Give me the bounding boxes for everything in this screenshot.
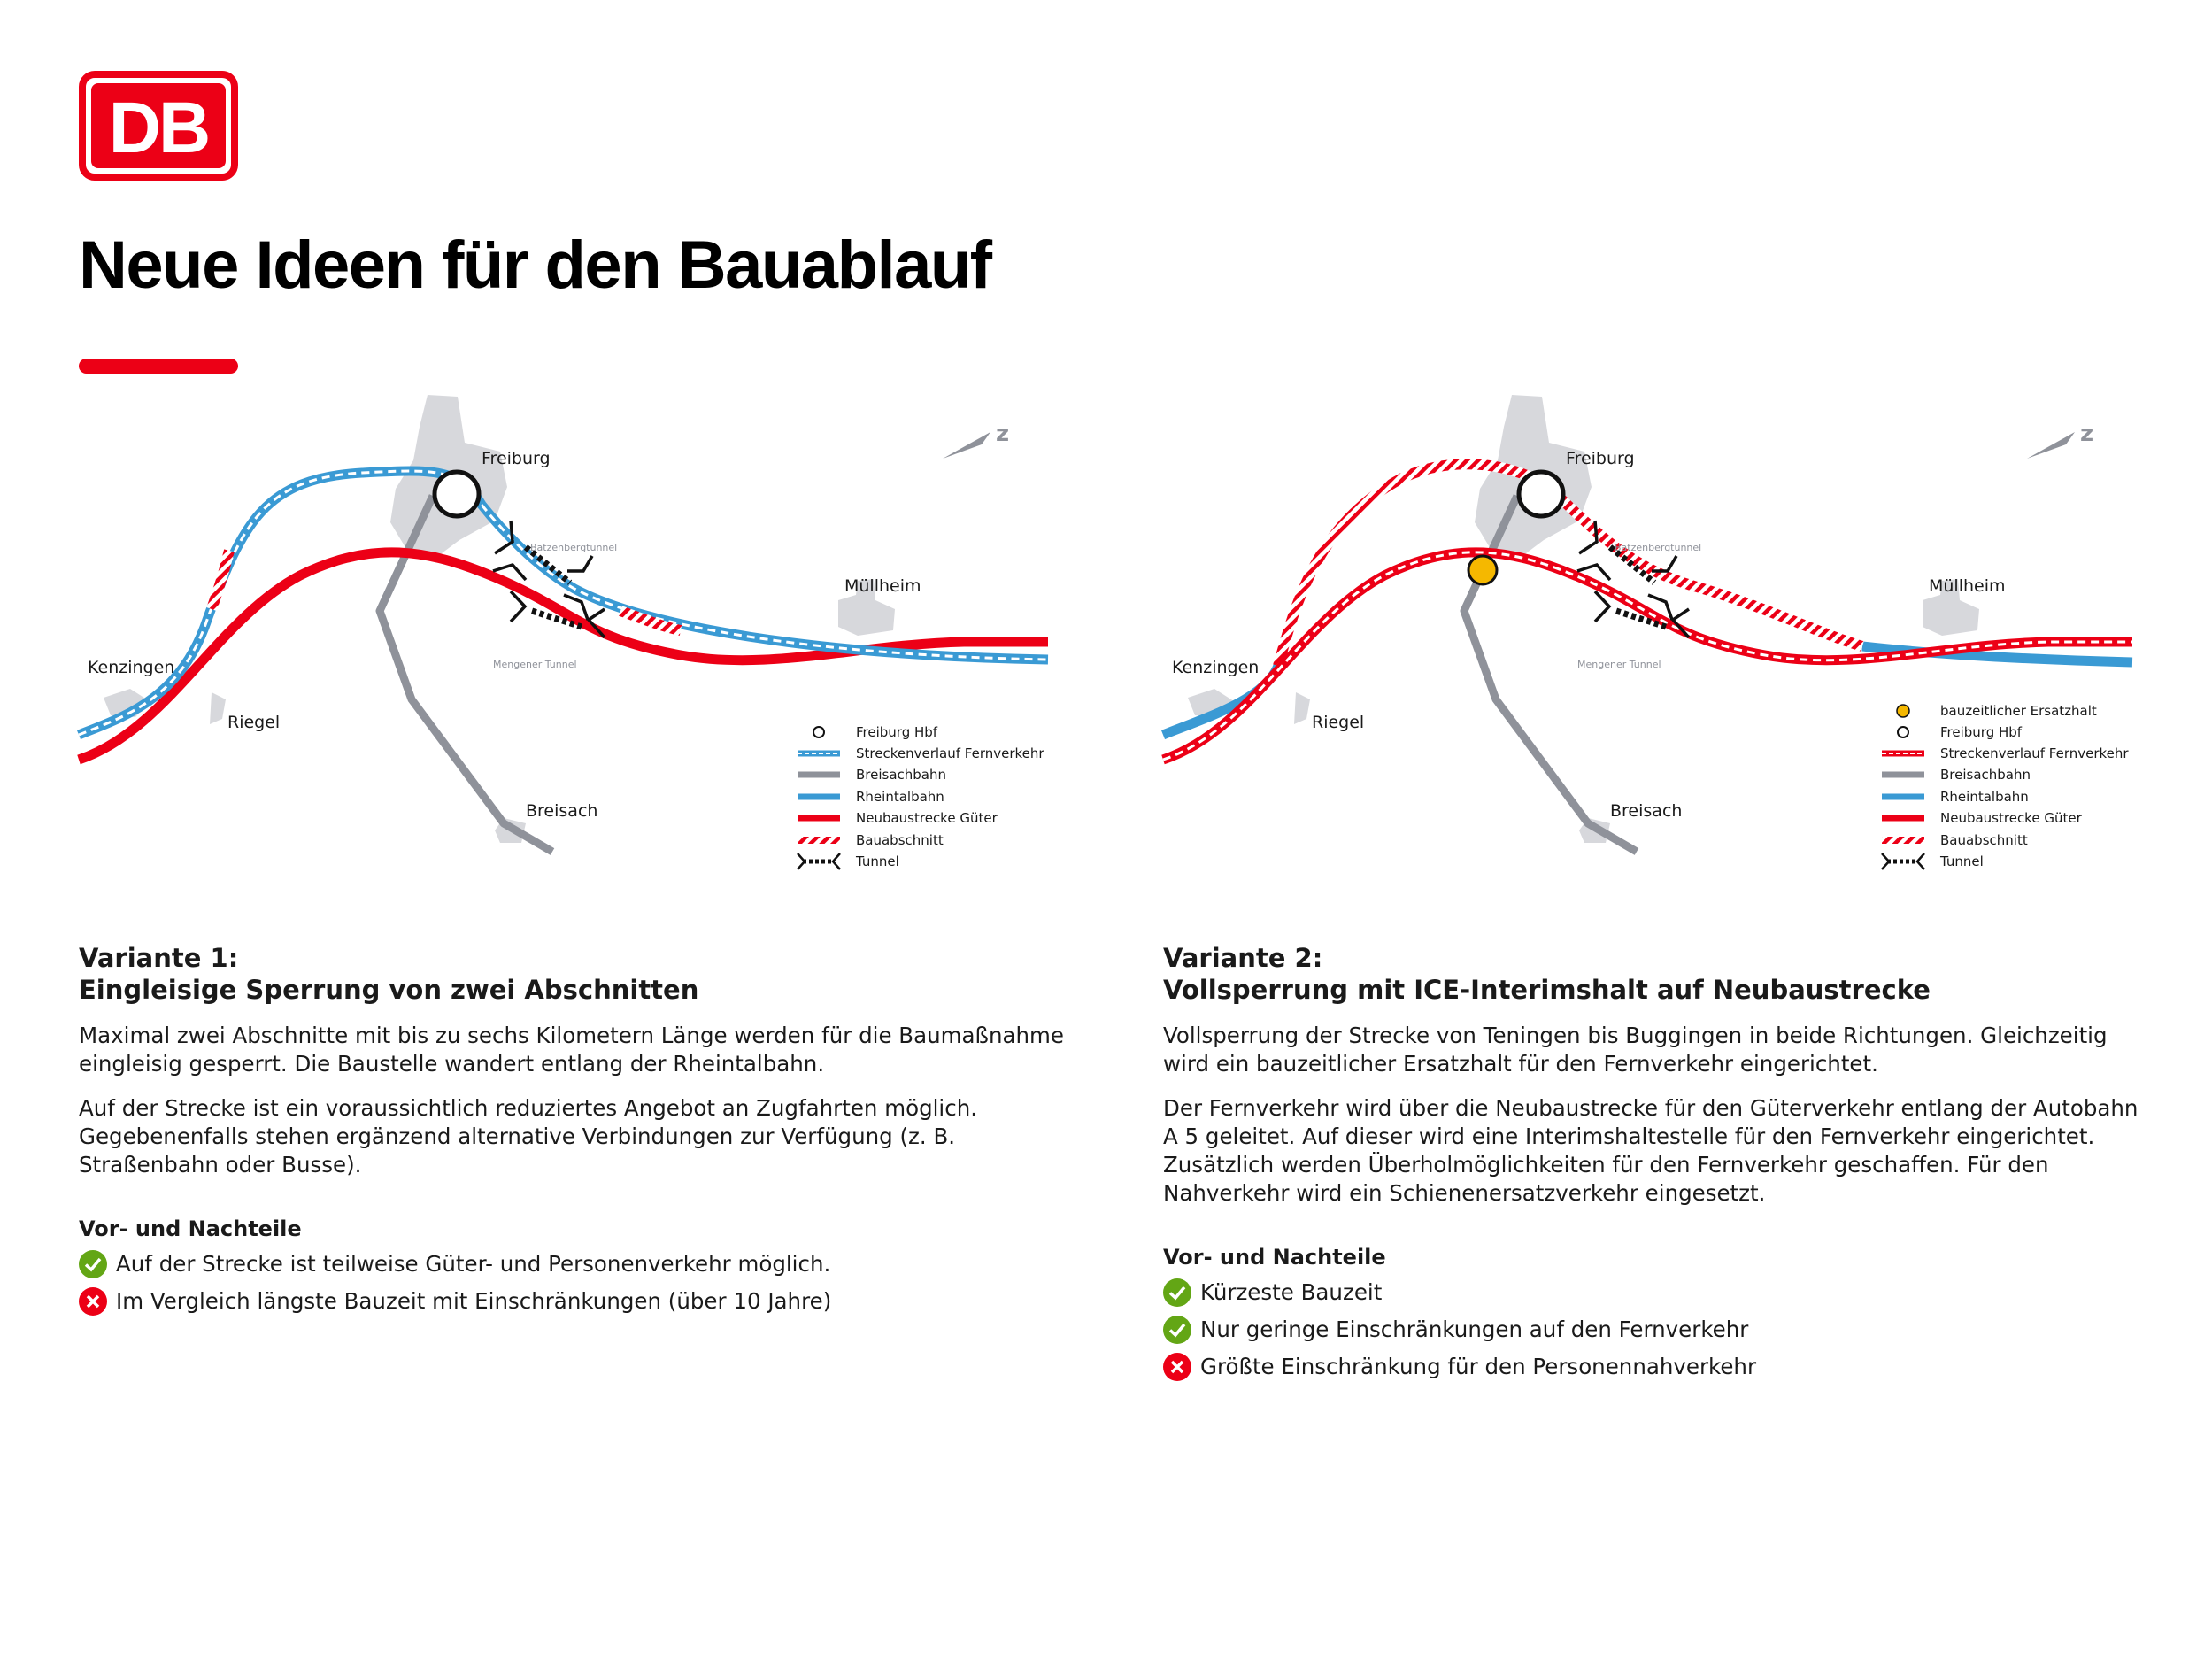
legend-station-icon <box>1898 727 1908 737</box>
legend-label: Streckenverlauf Fernverkehr <box>856 745 1044 761</box>
city-muellheim-label: Müllheim <box>844 576 921 596</box>
con-item <box>1163 1353 2154 1381</box>
legend-label: Streckenverlauf Fernverkehr <box>1940 745 2129 761</box>
variant2-section <box>1163 942 2154 1390</box>
legend-tunnel-icon <box>798 853 840 869</box>
variant1-description <box>79 1022 1070 1179</box>
city-kenzingen-label: Kenzingen <box>1172 658 1260 677</box>
check-icon <box>1163 1316 1191 1344</box>
legend-label: Freiburg Hbf <box>1940 724 2023 740</box>
variant1-legend <box>798 724 1044 869</box>
variant1-heading <box>79 942 1070 1006</box>
city-kenzingen-label: Kenzingen <box>88 658 175 677</box>
paragraph: Auf der Strecke ist ein voraussichtlich reduziertes Angebot an Zugfahrten möglich. Gegebenenfalls stehen ergänzend alternative Verbindungen zur Verfügung (z. B. Straßenbahn oder Busse). <box>79 1095 978 1177</box>
freiburg-hbf-marker <box>435 472 479 516</box>
variant1-number: Variante 1: <box>79 943 239 973</box>
cross-icon <box>79 1287 107 1316</box>
legend-label: Breisachbahn <box>856 767 947 783</box>
north-arrow-icon <box>2027 421 2093 459</box>
city-freiburg-label: Freiburg <box>482 449 551 468</box>
variant2-map <box>1163 390 2190 885</box>
paragraph: Der Fernverkehr wird über die Neubaustrecke für den Güterverkehr entlang der Autobahn A 5 geleitet. Auf dieser wird eine Interimshaltestelle für den Fernverkehr eingerichtet. Zusätzlich werden Überholmöglichkeiten für den Fernverkehr geschaffen. Für den Nahverkehr wird ein Schienenersatzverkehr eingesetzt. <box>1163 1095 2139 1206</box>
legend-label: Rheintalbahn <box>1940 789 2029 805</box>
svg-text:z: z <box>2080 421 2094 447</box>
pros-cons-list <box>79 1250 1070 1316</box>
legend-label: Rheintalbahn <box>856 789 944 805</box>
variant2-heading <box>1163 942 2154 1006</box>
city-breisach-label: Breisach <box>1610 801 1683 821</box>
svg-text:z: z <box>996 421 1010 447</box>
pro-text: Kürzeste Bauzeit <box>1200 1279 1383 1305</box>
legend-label: Neubaustrecke Güter <box>1940 810 2082 826</box>
cross-icon <box>1163 1353 1191 1381</box>
page-title: Neue Ideen für den Bauablauf <box>79 228 991 303</box>
paragraph: Vollsperrung der Strecke von Teningen bis Buggingen in beide Richtungen. Gleichzeitig wird ein bauzeitlicher Ersatzhalt für den Fernverkehr eingerichtet. <box>1163 1023 2108 1077</box>
pros-cons-list <box>1163 1278 2154 1381</box>
pro-text: Auf der Strecke ist teilweise Güter- und Personenverkehr möglich. <box>116 1251 831 1277</box>
variant1-section <box>79 942 1070 1324</box>
pros-cons-title: Vor- und Nachteile <box>1163 1245 1386 1270</box>
north-arrow-icon <box>943 421 1009 459</box>
variant1-title: Eingleisige Sperrung von zwei Abschnitten <box>79 975 699 1005</box>
paragraph: Maximal zwei Abschnitte mit bis zu sechs Kilometern Länge werden für die Baumaßnahme eingleisig gesperrt. Die Baustelle wandert entlang der Rheintalbahn. <box>79 1023 1064 1077</box>
variant2-description <box>1163 1022 2154 1208</box>
pros-cons-title: Vor- und Nachteile <box>79 1216 302 1241</box>
fernverkehr-line <box>79 471 1048 735</box>
tunnel-batzenberg-label: Batzenbergtunnel <box>530 542 618 553</box>
legend-label: Bauabschnitt <box>856 832 944 848</box>
tunnel-mengen-label: Mengener Tunnel <box>1577 659 1661 670</box>
pro-item <box>1163 1316 2154 1344</box>
legend-tunnel-icon <box>1882 853 1924 869</box>
legend-label: Breisachbahn <box>1940 767 2031 783</box>
bauabschnitt-north <box>212 551 229 609</box>
legend-label: Freiburg Hbf <box>856 724 938 740</box>
con-text: Größte Einschränkung für den Personennahverkehr <box>1200 1354 1757 1379</box>
con-text: Im Vergleich längste Bauzeit mit Einschränkungen (über 10 Jahre) <box>116 1288 832 1314</box>
tunnel-batzenberg-label: Batzenbergtunnel <box>1615 542 1702 553</box>
title-accent-bar <box>79 359 238 374</box>
ersatzhalt-marker <box>1468 556 1497 584</box>
legend-label: Tunnel <box>856 853 899 869</box>
legend-label: Tunnel <box>1940 853 1984 869</box>
riegel-area <box>1294 692 1310 724</box>
freiburg-hbf-marker <box>1519 472 1563 516</box>
variant2-title: Vollsperrung mit ICE-Interimshalt auf Neubaustrecke <box>1163 975 1931 1005</box>
legend-station-icon <box>813 727 824 737</box>
pro-item <box>79 1250 1070 1278</box>
svg-text:DB: DB <box>108 88 209 168</box>
pro-item <box>1163 1278 2154 1307</box>
city-breisach-label: Breisach <box>526 801 598 821</box>
check-icon <box>1163 1278 1191 1307</box>
riegel-area <box>210 692 226 724</box>
city-riegel-label: Riegel <box>227 713 281 732</box>
legend-label: Bauabschnitt <box>1940 832 2028 848</box>
legend-label: Neubaustrecke Güter <box>856 810 998 826</box>
variant1-map <box>79 390 1106 885</box>
check-icon <box>79 1250 107 1278</box>
city-freiburg-label: Freiburg <box>1566 449 1635 468</box>
variant2-legend <box>1882 703 2129 869</box>
legend-label: bauzeitlicher Ersatzhalt <box>1940 703 2097 719</box>
city-muellheim-label: Müllheim <box>1929 576 2006 596</box>
tunnel-mengen-label: Mengener Tunnel <box>493 659 577 670</box>
variant2-number: Variante 2: <box>1163 943 1323 973</box>
con-item <box>79 1287 1070 1316</box>
legend-ersatzhalt-icon <box>1897 705 1909 717</box>
city-riegel-label: Riegel <box>1312 713 1365 732</box>
pro-text: Nur geringe Einschränkungen auf den Fernverkehr <box>1200 1316 1749 1342</box>
db-logo <box>79 71 238 181</box>
